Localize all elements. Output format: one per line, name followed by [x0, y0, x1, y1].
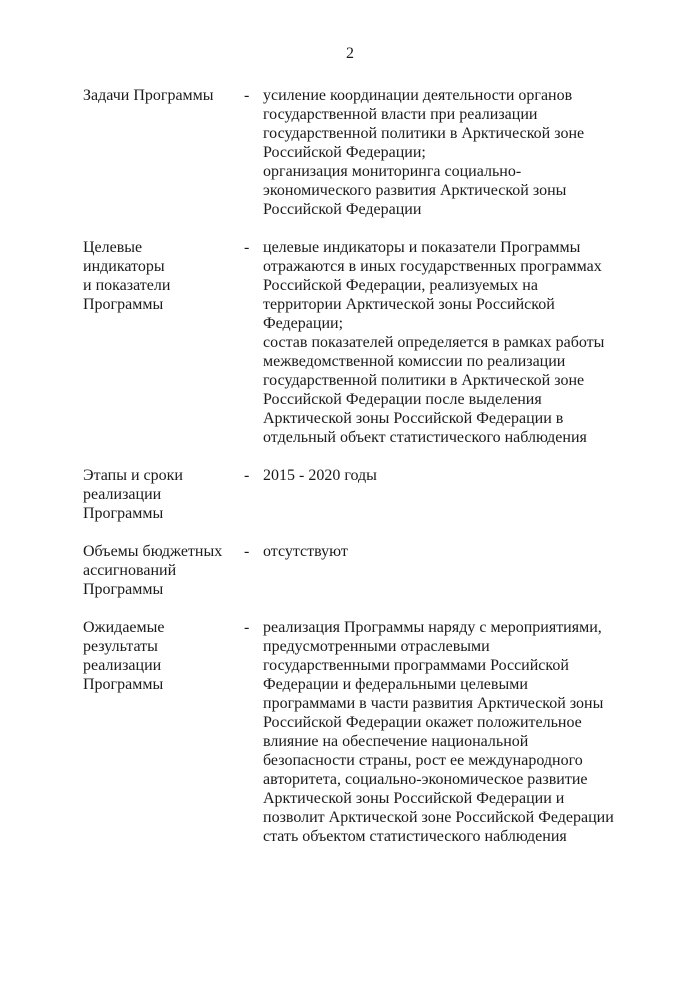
row-label — [83, 86, 243, 105]
row-dash-separator: - — [244, 619, 250, 636]
row-dash-separator: - — [244, 467, 250, 484]
row-label-line: Программы — [83, 296, 164, 313]
row-value-line: Российской Федерации, реализуемых на — [263, 277, 538, 294]
row-budget-allocations — [83, 542, 643, 599]
row-value-line: усиление координации деятельности органов — [263, 87, 573, 104]
row-dash-separator: - — [244, 239, 250, 256]
row-label — [83, 238, 243, 314]
row-label-line: Ожидаемые — [83, 619, 165, 636]
row-label-line: Программы — [83, 581, 164, 598]
row-value-line: межведомственной комиссии по реализации — [263, 353, 566, 370]
row-value-line: Российской Федерации после выделения — [263, 391, 542, 408]
row-value — [263, 618, 625, 846]
row-value-line: реализация Программы наряду с мероприятиями, — [263, 619, 602, 636]
row-expected-results — [83, 618, 643, 846]
row-dash-separator: - — [244, 87, 250, 104]
row-label-line: результаты — [83, 638, 158, 655]
row-value-line: состав показателей определяется в рамках работы — [263, 334, 605, 351]
row-value-line: безопасности страны, рост ее международного — [263, 752, 583, 769]
row-label-line: Программы — [83, 505, 164, 522]
row-value-line: отсутствуют — [263, 543, 348, 560]
row-value — [263, 238, 625, 447]
row-value-line: территории Арктической зоны Российской — [263, 296, 555, 313]
row-value-line: отдельный объект статистического наблюдения — [263, 429, 587, 446]
program-passport-table — [83, 86, 643, 865]
row-value-line: целевые индикаторы и показатели Программы — [263, 239, 581, 256]
row-dash-separator: - — [244, 543, 250, 560]
row-stages-and-terms — [83, 466, 643, 523]
row-label-line: и показатели — [83, 277, 171, 294]
row-label-line: Этапы и сроки — [83, 467, 183, 484]
row-label-line: индикаторы — [83, 258, 165, 275]
row-value-line: Федерации и федеральными целевыми — [263, 676, 528, 693]
row-value — [263, 542, 625, 561]
row-value-line: стать объектом статистического наблюдения — [263, 828, 567, 845]
row-value-line: Российской Федерации; — [263, 144, 426, 161]
row-value-line: государственной политики в Арктической зоне — [263, 372, 585, 389]
row-value-line: Арктической зоны Российской Федерации в — [263, 410, 564, 427]
row-value-line: государственной политики в Арктической зоне — [263, 125, 585, 142]
row-value — [263, 466, 625, 485]
row-value-line: экономического развития Арктической зоны — [263, 182, 567, 199]
row-value-line: отражаются в иных государственных программах — [263, 258, 602, 275]
row-label-line: ассигнований — [83, 562, 177, 579]
row-label-line: Объемы бюджетных — [83, 543, 223, 560]
row-label-line: Целевые — [83, 239, 143, 256]
row-label — [83, 466, 243, 523]
row-label-line: Задачи Программы — [83, 87, 214, 104]
row-value — [263, 86, 625, 219]
row-label-line: Программы — [83, 676, 164, 693]
page-number: 2 — [346, 45, 354, 62]
row-value-line: авторитета, социально-экономическое развитие — [263, 771, 588, 788]
row-value-line: Арктической зоны Российской Федерации и — [263, 790, 565, 807]
row-value-line: Федерации; — [263, 315, 344, 332]
row-value-line: предусмотренными отраслевыми — [263, 638, 490, 655]
row-label-line: реализации — [83, 657, 162, 674]
row-program-tasks — [83, 86, 643, 219]
row-value-line: 2015 - 2020 годы — [263, 467, 377, 484]
row-value-line: влияние на обеспечение национальной — [263, 733, 529, 750]
row-value-line: государственными программами Российской — [263, 657, 569, 674]
row-value-line: Российской Федерации окажет положительное — [263, 714, 582, 731]
row-value-line: организация мониторинга социально- — [263, 163, 522, 180]
row-label-line: реализации — [83, 486, 162, 503]
row-value-line: Российской Федерации — [263, 201, 422, 218]
row-label — [83, 618, 243, 694]
row-label — [83, 542, 243, 599]
row-value-line: программами в части развития Арктической зоны — [263, 695, 604, 712]
row-value-line: позволит Арктической зоне Российской Федерации — [263, 809, 614, 826]
row-target-indicators — [83, 238, 643, 447]
row-value-line: государственной власти при реализации — [263, 106, 538, 123]
